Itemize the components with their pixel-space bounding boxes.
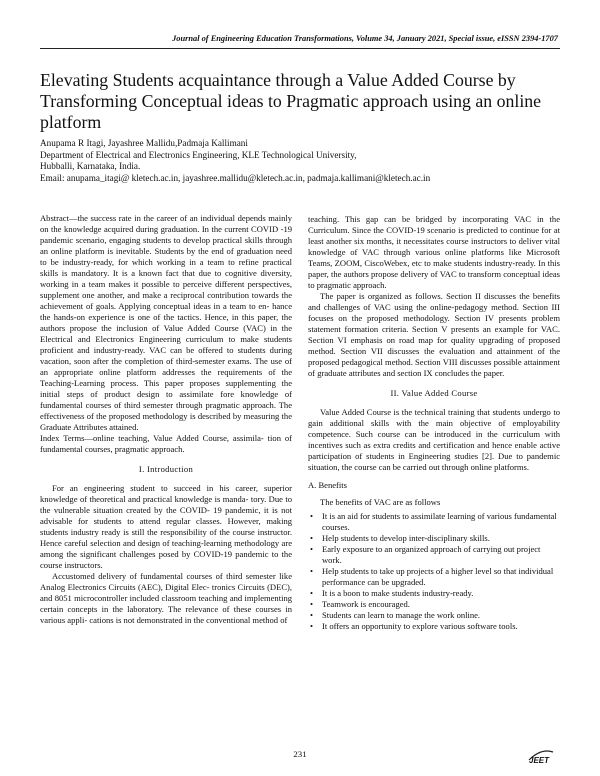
subsection-heading-benefits: A. Benefits: [308, 480, 347, 490]
index-terms: Index Terms—online teaching, Value Added Course, assimila- tion of fundamental courses, pragmatic approach.: [40, 433, 292, 454]
section-heading-introduction: I. Introduction: [138, 464, 194, 474]
author-location: Hubballi, Karnataka, India.: [40, 161, 141, 171]
benefit-item: [310, 511, 560, 533]
intro-continuation: teaching. This gap can be bridged by incorporating VAC in the Curriculum. Since the COVID-19 scenario is predicted to continue for at least another six months, it necessitates course instructors to deliver vital knowledge of VAC through various online platforms like Microsoft Teams, ZOOM, CiscoWebex, etc to make students industry-ready. In this paper, the authors propose delivery of VAC to transform conceptual ideas to pragmatic approach.: [308, 214, 560, 290]
bullet-icon: •: [310, 621, 313, 631]
intro-paragraph-2: Accustomed delivery of fundamental courses of third semester like Analog Electronics Circuits (AEC), Digital Elec- tronics Circuits (DEC), and 8051 microcontroller included classroom teaching and implementing certain concepts in the laboratory. The relevance of these courses in various appli- cations is not demonstrated in the conventional method of: [40, 571, 292, 625]
section-heading-value-added-course: II. Value Added Course: [390, 388, 478, 398]
benefit-item: [310, 533, 560, 544]
left-column: [40, 213, 292, 626]
logo-text: JEET: [529, 756, 550, 765]
author-block: [40, 138, 560, 184]
benefit-text: It offers an opportunity to explore various software tools.: [322, 621, 518, 631]
benefit-text: It is a boon to make students industry-ready.: [322, 588, 474, 598]
bullet-icon: •: [310, 599, 313, 609]
bullet-icon: •: [310, 511, 313, 521]
abstract: Abstract—the success rate in the career of an individual depends mainly on the knowledge acquired during graduation. In the current COVID -19 pandemic scenario, engaging students to develop practical skills through an online platform is inevitable. Students by the end of graduation need to be industry-ready, for which working in a team to refine practical skills is mandatory. It is a known fact that due to cognitive diversity, working in a team makes it possible to perceive different perspectives, supplement one another, and make a reciprocal contribution towards the achievement of goals. Applying conceptual ideas in a team to en- hance the hands-on experience is one of the tactics. Hence, in this paper, the authors propose the inclusion of Value Added Course (VAC) in the Electrical and Electronics Engineering curriculum to make students proficient and industry-ready. VAC can be offered to students during vacation, soon after the completion of third-semester exams. The use of an appropriate online platform addresses the requirements of the Teaching-Learning process. This paper proposes supplementing the initial steps of product design to assimilate fore knowledge of fundamental courses of third semester through pragmatic approach. The effectiveness of the proposed methodology is described by measuring the Graduate Attributes attained.: [40, 213, 292, 432]
benefit-item: [310, 610, 560, 621]
benefit-item: [310, 566, 560, 588]
benefits-list: [308, 511, 560, 632]
benefit-text: Early exposure to an organized approach of carrying out project work.: [322, 544, 541, 565]
right-column: [308, 214, 560, 632]
benefit-item: [310, 544, 560, 566]
benefit-item: [310, 621, 560, 632]
benefit-text: Students can learn to manage the work online.: [322, 610, 481, 620]
bullet-icon: •: [310, 566, 313, 576]
benefit-text: Teamwork is encouraged.: [322, 599, 410, 609]
paper-title: Elevating Students acquaintance through a Value Added Course by Transforming Conceptual ideas to Pragmatic approach using an online platform: [40, 70, 542, 132]
organization-paragraph: The paper is organized as follows. Section II discusses the benefits and challenges of VAC using the online-pedagogy method. Section III focuses on the proposed methodology. Section IV presents problem statement formation criteria. Section V presents an example for VAC. Section VI emphasis on road map for quality upgrading of proposed method. Section VII discusses the evaluation and attainment of the proposed pedagogical method. Section VIII discusses possible attainment of graduate attributes and section IX concludes the paper.: [308, 291, 560, 378]
journal-header: Journal of Engineering Education Transformations, Volume 34, January 2021, Special issue, eISSN 2394-1707: [172, 34, 558, 43]
benefit-item: [310, 599, 560, 610]
bullet-icon: •: [310, 533, 313, 543]
vac-paragraph: Value Added Course is the technical training that students undergo to gain additional skills with the main objective of employability competence. Such course can be introduced in the curriculum with incentives such as extra credits and certification and hence enable active participation of students in Engineering studies [2]. Due to pandemic situation, the course can be carried out through online platforms.: [308, 407, 560, 472]
benefit-text: It is an aid for students to assimilate learning of various fundamental courses.: [322, 511, 557, 532]
author-emails: Email: anupama_itagi@ kletech.ac.in, jayashree.mallidu@kletech.ac.in, padmaja.kallimani@kletech.ac.in: [40, 172, 431, 183]
header-rule: [40, 48, 560, 49]
benefit-text: Help students to take up projects of a higher level so that individual performance can be upgraded.: [322, 566, 554, 587]
author-department: Department of Electrical and Electronics Engineering, KLE Technological University,: [40, 149, 357, 160]
benefit-item: [310, 588, 560, 599]
author-names: Anupama R Itagi, Jayashree Mallidu,Padmaja Kallimani: [40, 138, 248, 148]
journal-logo-icon: [526, 746, 556, 766]
bullet-icon: •: [310, 544, 313, 554]
bullet-icon: •: [310, 588, 313, 598]
page-number: 231: [293, 749, 307, 759]
benefits-intro: The benefits of VAC are as follows: [320, 497, 441, 507]
intro-paragraph-1: For an engineering student to succeed in his career, superior knowledge of theoretical and practical knowledge is manda- tory. Due to the vulnerable situation created by the COVID- 19 pandemic, it is not advisable for students to attend regular classes. However, making students industry ready is still the responsibility of the course instructor. Hence careful selection and design of teaching-learning methodology are among the significant challenges posed by COVID-19 pandemic to the course instructors.: [40, 483, 292, 570]
benefit-text: Help students to develop inter-disciplinary skills.: [322, 533, 490, 543]
bullet-icon: •: [310, 610, 313, 620]
